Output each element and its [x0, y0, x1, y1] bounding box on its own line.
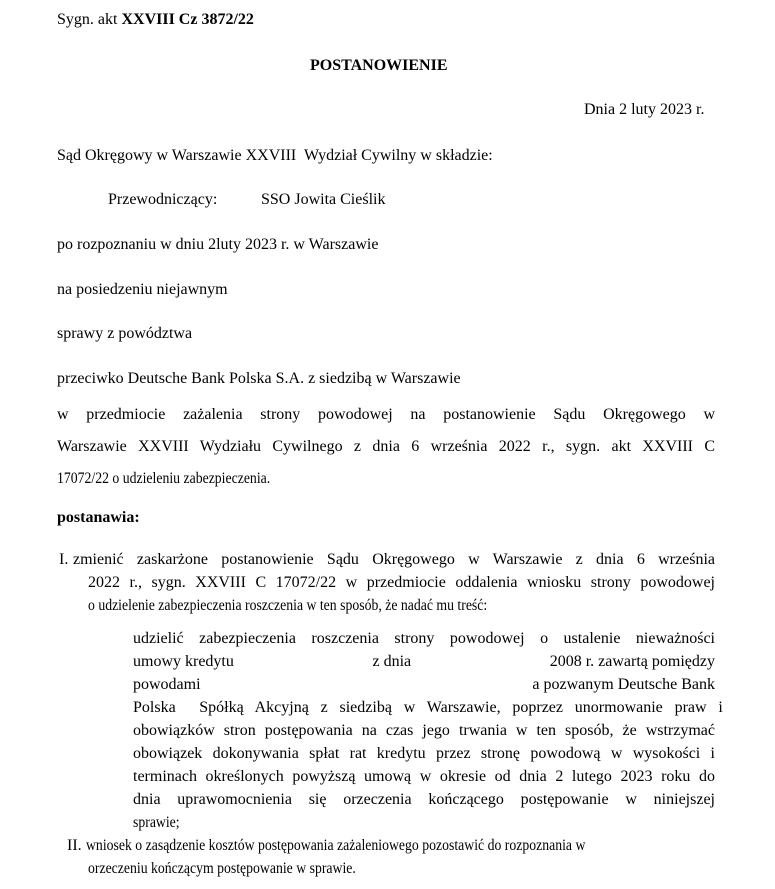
examination-line: po rozpoznaniu w dniu 2luty 2023 r. w Warszawie	[57, 236, 379, 253]
case-signature	[57, 10, 254, 30]
point-1-line-3	[88, 596, 552, 616]
subject-text-3: 17072/22 o udzieleniu zabezpieczenia.	[57, 470, 271, 487]
quote-defendant: a pozwanym Deutsche Bank	[532, 676, 715, 693]
quote-line-7	[133, 767, 715, 787]
presiding-label: Przewodniczący:	[108, 191, 218, 208]
quote-line-4	[133, 698, 723, 718]
quote-text-7: terminach określonych powyższą umową w okresie od dnia 2 lutego 2023 roku do	[133, 768, 715, 785]
quote-text-1: udzielić zabezpieczenia roszczenia strony powodowej o ustalenie nieważności	[133, 630, 715, 647]
quote-line-1	[133, 629, 715, 649]
point-1-number: I.	[59, 551, 69, 568]
case-number: XXVIII Cz 3872/22	[121, 11, 254, 28]
quote-text-5: obowiązków stron postępowania na czas jego trwania w ten sposób, że wstrzymać	[133, 722, 715, 739]
quote-credit-agreement: umowy kredytu	[133, 653, 234, 670]
quote-text-8: dnia uprawomocnienia się orzeczenia kończącego postępowanie w niniejszej	[133, 791, 715, 808]
document-title: POSTANOWIENIE	[310, 57, 448, 74]
subject-line-2	[57, 437, 715, 457]
point-1-text-1: zmienić zaskarżone postanowienie Sądu Okręgowego w Warszawie z dnia 6 września	[73, 551, 715, 568]
quote-text-4: Polska Spółką Akcyjną z siedzibą w Warszawie, poprzez unormowanie praw i	[133, 699, 723, 716]
court-composition: Sąd Okręgowy w Warszawie XXVIII Wydział Cywilny w składzie:	[57, 147, 493, 164]
subject-text-1: w przedmiocie zażalenia strony powodowej na postanowienie Sądu Okręgowego w	[57, 406, 715, 423]
decision-heading: postanawia:	[57, 509, 140, 526]
quote-text-9: sprawie;	[133, 814, 180, 831]
point-2-text-2: orzeczeniu kończącym postępowanie w sprawie.	[88, 860, 356, 877]
quote-line-8	[133, 790, 715, 810]
quote-line-3	[133, 675, 715, 695]
point-2-number: II.	[67, 837, 82, 854]
quote-line-5	[133, 721, 715, 741]
case-from: sprawy z powództwa	[57, 325, 193, 342]
session-type: na posiedzeniu niejawnym	[57, 281, 228, 298]
presiding-judge: SSO Jowita Cieślik	[261, 191, 386, 208]
quote-text-6: obowiązek dokonywania spłat rat kredytu przez stronę powodową w wysokości i	[133, 745, 715, 762]
document-date: Dnia 2 luty 2023 r.	[584, 101, 705, 118]
point-2-line-2	[88, 859, 399, 879]
point-1-text-2: 2022 r., sygn. XXVIII C 17072/22 w przedmiocie oddalenia wniosku strony powodowej	[88, 574, 715, 591]
quote-plaintiffs: powodami	[133, 676, 201, 693]
quote-year: 2008 r. zawartą pomiędzy	[549, 653, 715, 670]
defendant-line: przeciwko Deutsche Bank Polska S.A. z siedzibą w Warszawie	[57, 370, 461, 387]
point-1-line-2	[88, 573, 715, 593]
case-signature-prefix: Sygn. akt	[57, 11, 122, 28]
subject-text-2: Warszawie XXVIII Wydziału Cywilnego z dnia 6 września 2022 r., sygn. akt XXVIII C	[57, 438, 715, 455]
subject-line-3	[57, 469, 305, 489]
point-1-text-3: o udzielenie zabezpieczenia roszczenia w ten sposób, że nadać mu treść:	[88, 597, 488, 614]
quote-line-6	[133, 744, 715, 764]
quote-line-9	[133, 813, 187, 833]
point-2-text-1: wniosek o zasądzenie kosztów postępowania zażaleniowego pozostawić do rozpoznania w	[86, 837, 586, 854]
subject-line-1	[57, 405, 715, 425]
quote-line-2	[133, 652, 715, 672]
quote-date-label: z dnia	[372, 653, 412, 670]
point-1-line-1	[73, 550, 715, 570]
point-2-line-1	[86, 836, 667, 856]
